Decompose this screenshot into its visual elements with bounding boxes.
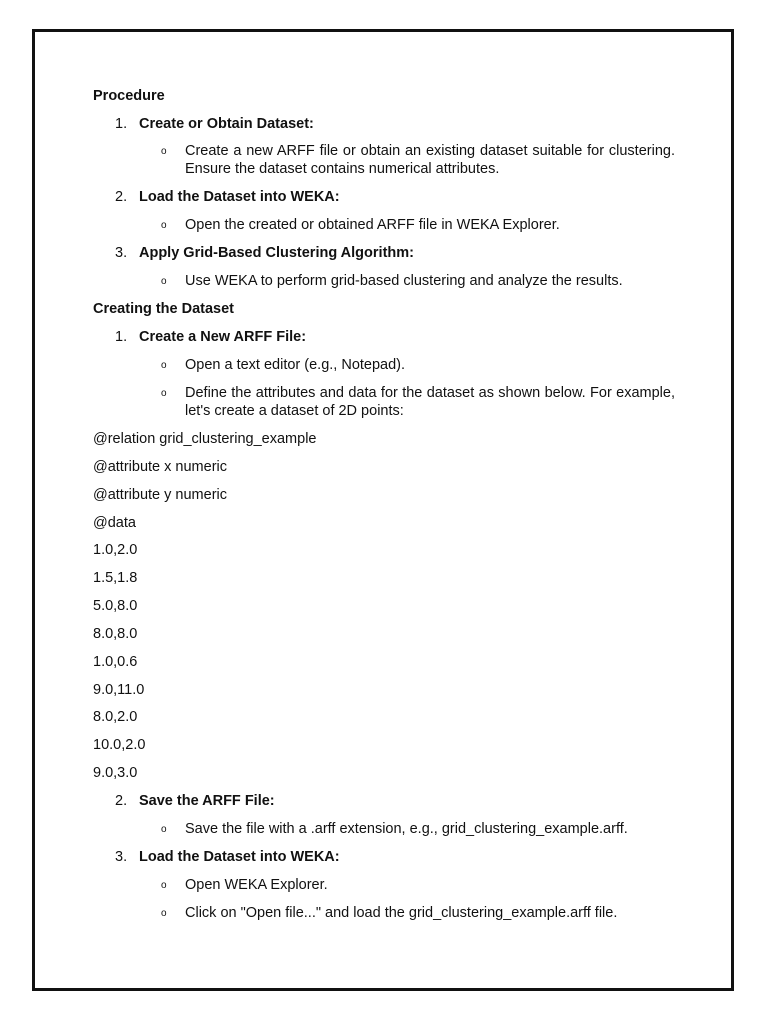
creating-step-1-number: 1. [115,329,128,345]
creating-heading: Creating the Dataset [93,301,235,317]
procedure-step-2-bullet-1: Open the created or obtained ARFF file in WEKA Explorer. [185,217,560,233]
arff-line: @relation grid_clustering_example [93,431,317,447]
creating-step-3-bullet-1: Open WEKA Explorer. [185,877,328,893]
bullet-icon: o [161,360,167,371]
arff-line: 9.0,3.0 [93,765,138,781]
procedure-heading: Procedure [93,88,165,104]
bullet-icon: o [161,220,167,231]
bullet-icon: o [161,880,167,891]
arff-line: 9.0,11.0 [93,682,145,698]
creating-step-2-bullet-1: Save the file with a .arff extension, e.g., grid_clustering_example.arff. [185,821,628,837]
arff-line: 8.0,2.0 [93,709,138,725]
arff-line: @data [93,515,136,531]
creating-step-1-title: Create a New ARFF File: [139,329,307,345]
creating-step-2-title: Save the ARFF File: [139,793,275,809]
arff-line: 8.0,8.0 [93,626,138,642]
creating-step-2-number: 2. [115,793,128,809]
arff-line: 1.5,1.8 [93,570,138,586]
creating-step-3-number: 3. [115,849,128,865]
procedure-step-1-number: 1. [115,116,128,132]
procedure-step-1-bullet-1: Create a new ARFF file or obtain an existing dataset suitable for clustering. Ensure the dataset contains numerical attributes. [185,143,675,177]
bullet-icon: o [161,146,167,157]
creating-step-3-bullet-2: Click on "Open file..." and load the grid_clustering_example.arff file. [185,905,618,921]
procedure-step-3-title: Apply Grid-Based Clustering Algorithm: [139,245,414,261]
bullet-icon: o [161,824,167,835]
arff-line: 1.0,0.6 [93,654,138,670]
procedure-step-3-number: 3. [115,245,128,261]
procedure-step-3-bullet-1: Use WEKA to perform grid-based clustering and analyze the results. [185,273,623,289]
bullet-icon: o [161,388,167,399]
procedure-step-2-title: Load the Dataset into WEKA: [139,189,340,205]
creating-step-3-title: Load the Dataset into WEKA: [139,849,340,865]
arff-line: 10.0,2.0 [93,737,146,753]
bullet-icon: o [161,276,167,287]
procedure-step-1-title: Create or Obtain Dataset: [139,116,314,132]
arff-line: 5.0,8.0 [93,598,138,614]
creating-step-1-bullet-1: Open a text editor (e.g., Notepad). [185,357,406,373]
arff-line: @attribute y numeric [93,487,227,503]
arff-line: @attribute x numeric [93,459,227,475]
arff-line: 1.0,2.0 [93,542,138,558]
bullet-icon: o [161,908,167,919]
procedure-step-2-number: 2. [115,189,128,205]
creating-step-1-bullet-2: Define the attributes and data for the dataset as shown below. For example, let's create a dataset of 2D points: [185,385,675,419]
